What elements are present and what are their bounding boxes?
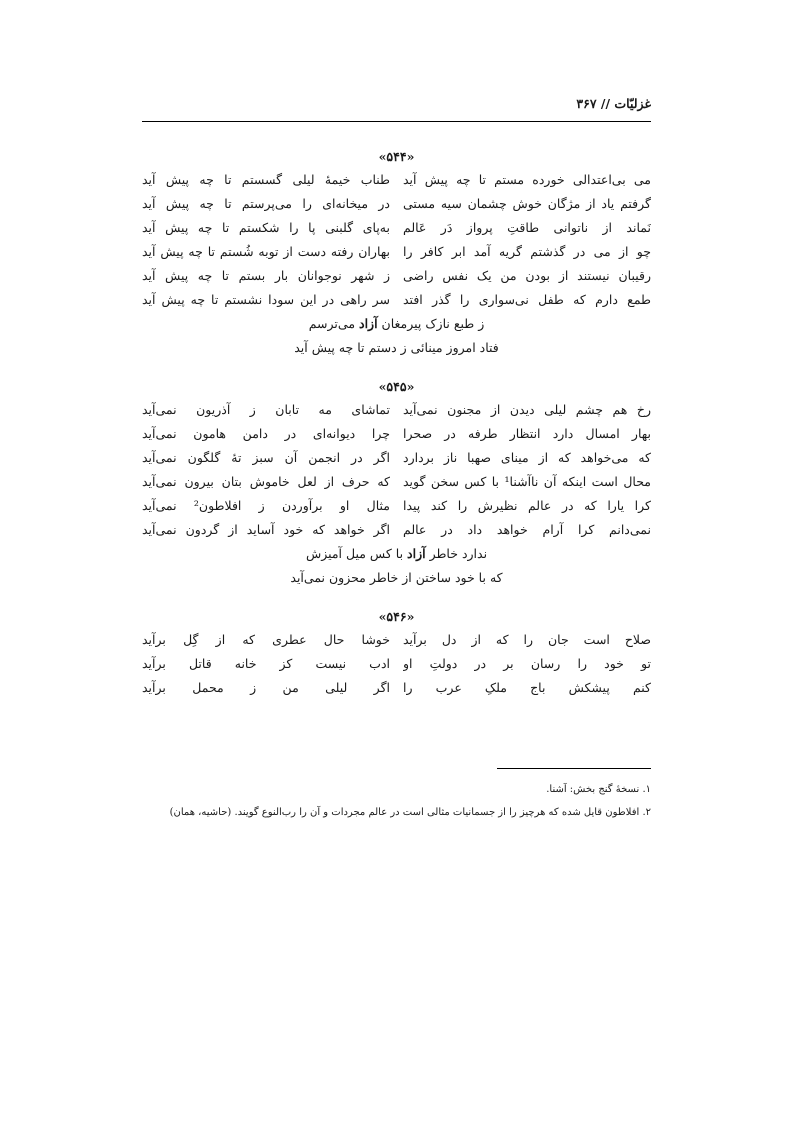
closing-line [142,566,651,590]
second-hemistich: ادب نیست کز خانه قاتل برآید [142,656,390,671]
poem-545 [142,376,651,590]
poet-pen-name: آزاد [359,316,378,331]
footnote: ۱. نسخهٔ گنج بخش: آشنا. [546,784,651,795]
couplet [142,494,651,518]
header-rule [142,121,651,122]
couplet [142,168,651,192]
second-hemistich: مثال او برآوردن ز افلاطون² نمی‌آید [142,498,390,513]
poem-number: «۵۴۵» [378,379,415,394]
first-hemistich: تو خود را رسان بر در دولتِ او [403,656,651,671]
footnote-rule [497,768,651,769]
closing-text: ز طبع نازک پیرمغان [377,316,485,331]
first-hemistich: می بی‌اعتدالی خورده مستم تا چه پیش آید [403,172,651,187]
couplet [142,628,651,652]
first-hemistich: چو از می در گذشتم گریه آمد ابر کافر را [403,244,651,259]
first-hemistich: محال است اینکه آن ناآشنا¹ با کس سخن گوید [403,474,651,489]
couplet [142,518,651,542]
first-hemistich: بهار امسال دارد انتظار طرفه در صحرا [403,426,651,441]
first-hemistich: رقیبان نیستند از بودن من یک نفس راضی [403,268,651,283]
second-hemistich: خوشا حال عطری که از گِل برآید [142,632,390,647]
footnote: ۲. افلاطون قایل شده که هرچیز را از جسمانیات مثالی است در عالم مجردات و آن را رب‌النوع گویند. (حاشیه، همان) [169,807,651,818]
first-hemistich: رخ هم چشم لیلی دیدن از مجنون نمی‌آید [403,402,651,417]
poem-544 [142,146,651,360]
first-hemistich: نَماند از ناتوانی طاقتِ پرواز دَر عَالم [403,220,651,235]
closing-line [142,312,651,336]
second-hemistich: اگر در انجمن آن سبز تهٔ گلگون نمی‌آید [142,450,390,465]
couplet [142,216,651,240]
second-hemistich: بهاران رفته دست از توبه شُستم تا چه پیش آید [142,244,390,259]
closing-text: ندارد خاطر [425,546,488,561]
couplet [142,192,651,216]
footnotes [142,778,651,824]
closing-text: که با خود ساختن از خاطر محزون نمی‌آید [290,570,503,585]
second-hemistich: چرا دیوانه‌ای در دامن هامون نمی‌آید [142,426,390,441]
second-hemistich: به‌پای گلبنی پا را شکستم تا چه پیش آید [142,220,390,235]
first-hemistich: که می‌خواهد که از مینای صهبا ناز بردارد [403,450,651,465]
first-hemistich: گرفتم یاد از مژگان خوش چشمان سیه مستی [403,196,651,211]
poet-pen-name: آزاد [407,546,426,561]
second-hemistich: سر راهی در این سودا نشستم تا چه پیش آید [142,292,390,307]
second-hemistich: ز شهر نوجوانان بار بستم تا چه پیش آید [142,268,390,283]
closing-text: فتاد امروز مینائی ز دستم تا چه پیش آید [294,340,499,355]
closing-line [142,542,651,566]
first-hemistich: طمع دارم که طفل نی‌سواری را گذر افتد [403,292,651,307]
first-hemistich: کرا یارا که در عالم نظیرش را کند پیدا [403,498,651,513]
first-hemistich: نمی‌دانم کرا آرام خواهد داد در عالم [403,522,651,537]
first-hemistich: صلاح است جان را که از دل برآید [403,632,651,647]
couplet [142,422,651,446]
couplet [142,676,651,700]
running-header: غزلیّات // ۳۶۷ [576,96,651,111]
poem-number: «۵۴۴» [378,149,415,164]
second-hemistich: اگر لیلی من ز محمل برآید [142,680,390,695]
second-hemistich: اگر خواهد که خود آساید از گردون نمی‌آید [142,522,390,537]
first-hemistich: کنم پیشکش باج ملکِ عرب را [403,680,651,695]
couplet [142,398,651,422]
second-hemistich: تماشای مه تابان ز آذریون نمی‌آید [142,402,390,417]
couplet [142,446,651,470]
couplet [142,240,651,264]
poems-body [142,146,651,700]
closing-text: با کس میل آمیزش [305,546,408,561]
poem-number: «۵۴۶» [378,609,415,624]
poem-546 [142,606,651,700]
closing-line [142,336,651,360]
second-hemistich: طناب خیمهٔ لیلی گسستم تا چه پیش آید [142,172,390,187]
closing-text: می‌ترسم [308,316,359,331]
couplet [142,652,651,676]
couplet [142,470,651,494]
couplet [142,288,651,312]
second-hemistich: در میخانه‌ای را می‌پرستم تا چه پیش آید [142,196,390,211]
second-hemistich: که حرف از لعل خاموش بتان بیرون نمی‌آید [142,474,390,489]
couplet [142,264,651,288]
